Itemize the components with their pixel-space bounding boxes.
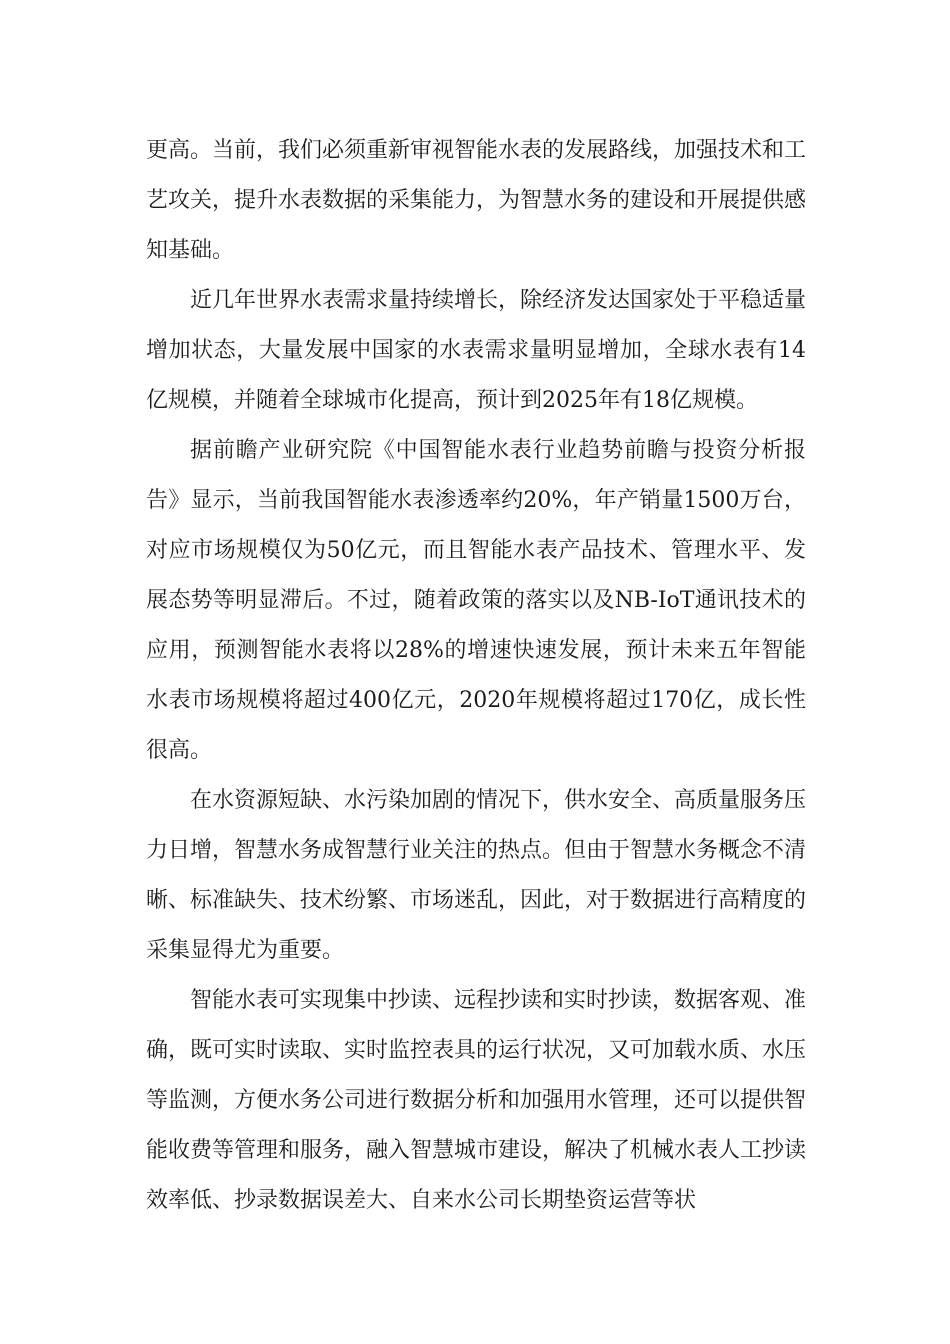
paragraph-smart-water: 在水资源短缺、水污染加剧的情况下，供水安全、高质量服务压力日增，智慧水务成智慧行业关注的热点。但由于智慧水务概念不清晰、标准缺失、技术纷繁、市场迷乱，因此，对于数据进行高精度的采集显得尤为重要。	[146, 788, 807, 963]
paragraph-global-demand: 近几年世界水表需求量持续增长，除经济发达国家处于平稳适量增加状态，大量发展中国家的水表需求量明显增加，全球水表有14亿规模，并随着全球城市化提高，预计到2025年有18亿规模。	[146, 288, 807, 413]
paragraph-smart-meter-benefits: 智能水表可实现集中抄读、远程抄读和实时抄读，数据客观、准确，既可实时读取、实时监控表具的运行状况，又可加载水质、水压等监测，方便水务公司进行数据分析和加强用水管理，还可以提供智能收费等管理和服务，融入智慧城市建设，解决了机械水表人工抄读效率低、抄录数据误差大、自来水公司长期垫资运营等状	[146, 988, 807, 1213]
paragraph-continuation: 更高。当前，我们必须重新审视智能水表的发展路线，加强技术和工艺攻关，提升水表数据的采集能力，为智慧水务的建设和开展提供感知基础。	[146, 138, 807, 263]
body-text	[146, 126, 806, 1226]
paragraph-market-report: 据前瞻产业研究院《中国智能水表行业趋势前瞻与投资分析报告》显示，当前我国智能水表渗透率约20%，年产销量1500万台，对应市场规模仅为50亿元，而且智能水表产品技术、管理水平、发展态势等明显滞后。不过，随着政策的落实以及NB-IoT通讯技术的应用，预测智能水表将以28%的增速快速发展，预计未来五年智能水表市场规模将超过400亿元，2020年规模将超过170亿，成长性很高。	[146, 438, 806, 763]
